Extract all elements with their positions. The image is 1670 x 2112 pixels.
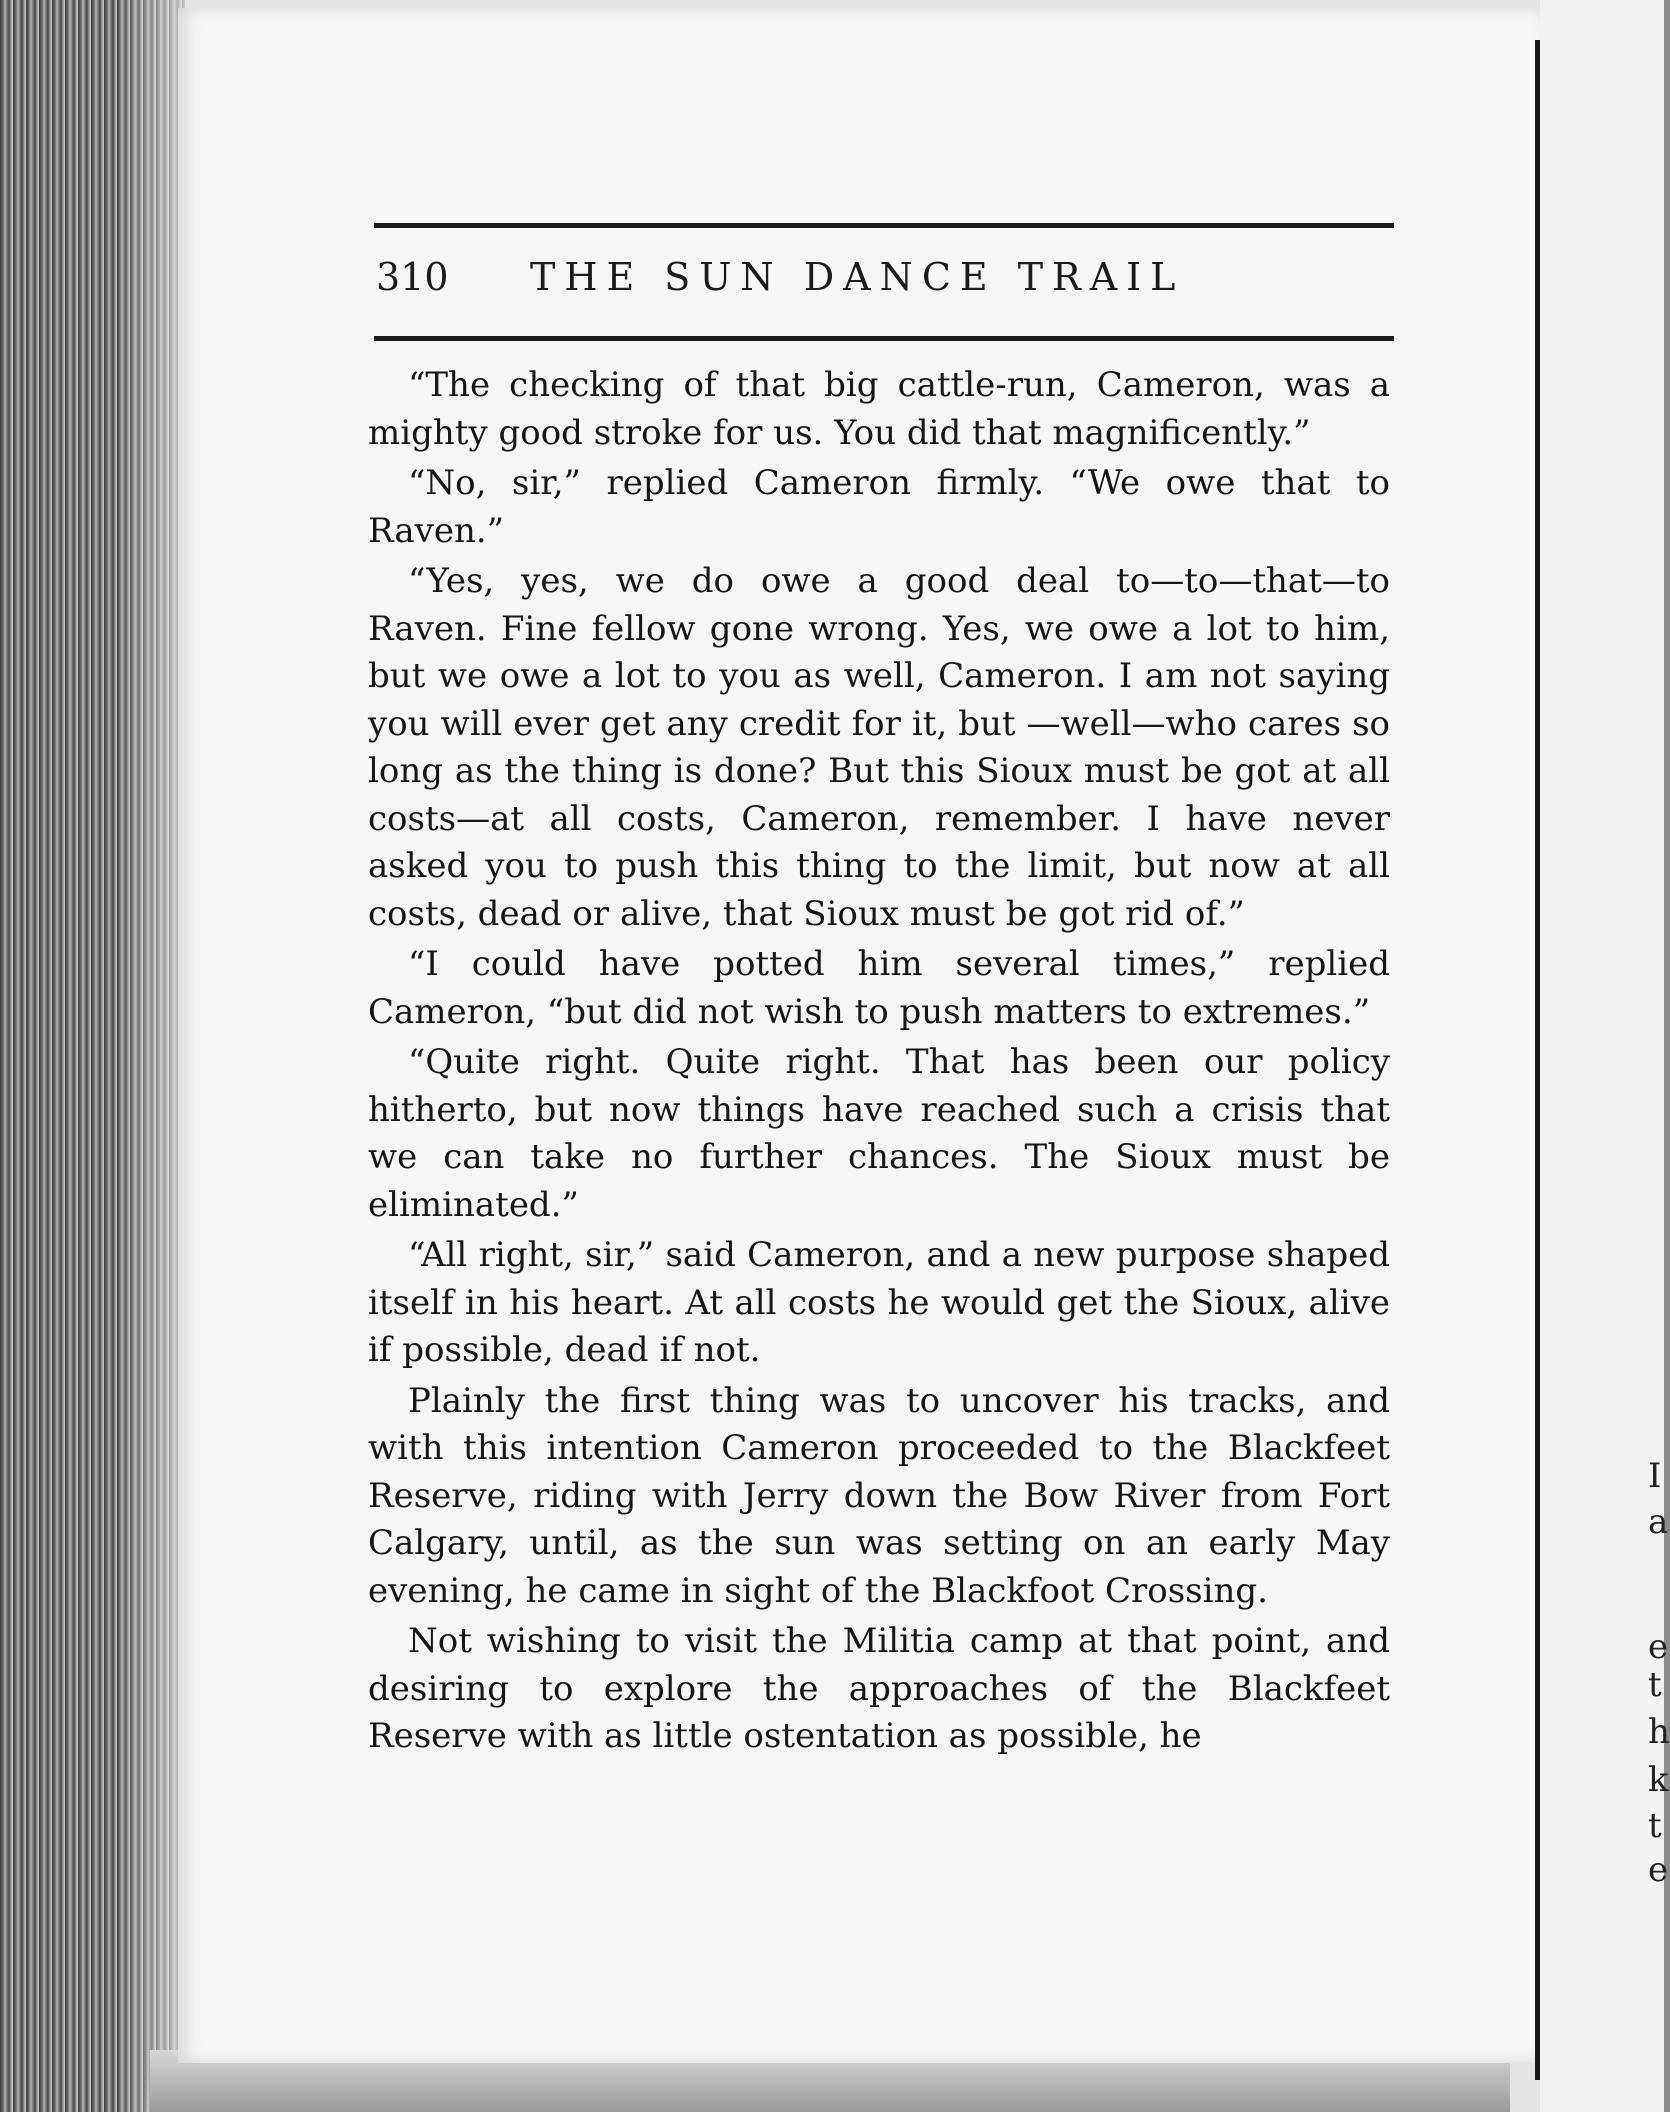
paragraph: “I could have potted him several times,” replied Cameron, “but did not wish to push matters to extremes.” [368, 944, 1390, 1032]
facing-page-letter: t [1648, 1665, 1662, 1705]
gutter-line [1535, 40, 1540, 2080]
page-header [374, 223, 1394, 341]
facing-page-letter: t [1648, 1806, 1662, 1846]
facing-page-letter: I [1648, 1456, 1662, 1496]
paragraph: “No, sir,” replied Cameron firmly. “We owe that to Raven.” [368, 463, 1390, 551]
facing-page-letter: a [1648, 1502, 1669, 1542]
facing-page-letter: k [1648, 1760, 1669, 1800]
paragraph: Not wishing to visit the Militia camp at that point, and desiring to explore the approaches of the Blackfeet Reserve with as little ostentation as possible, he [368, 1621, 1390, 1756]
paragraph: “All right, sir,” said Cameron, and a new purpose shaped itself in his heart. At all costs he would get the Sioux, alive if possible, dead if not. [368, 1235, 1390, 1370]
body-text [368, 362, 1390, 1761]
paragraph: Plainly the first thing was to uncover his tracks, and with this intention Cameron proceeded to the Blackfeet Reserve, riding with Jerry down the Bow River from Fort Calgary, until, as the sun was setting on an early May evening, he came in sight of the Blackfoot Crossing. [368, 1380, 1390, 1611]
page-number: 310 [376, 255, 449, 299]
facing-page-letter: e [1648, 1627, 1669, 1667]
facing-page-letter: h [1648, 1712, 1670, 1752]
facing-page [1540, 0, 1664, 2112]
facing-page-letter: e [1648, 1850, 1669, 1890]
page-edges [0, 0, 185, 2112]
paragraph: “The checking of that big cattle-run, Cameron, was a mighty good stroke for us. You did that magnificently.” [368, 365, 1390, 453]
paragraph: “Yes, yes, we do owe a good deal to—to—that—to Raven. Fine fellow gone wrong. Yes, we owe a lot to him, but we owe a lot to you as well, Cameron. I am not saying you will ever get any credit for it, but —well—who cares so long as the thing is done? But this Sioux must be got at all costs—at all costs, Cameron, remember. I have never asked you to push this thing to the limit, but now at all costs, dead or alive, that Sioux must be got rid of.” [368, 561, 1390, 934]
paragraph: “Quite right. Quite right. That has been our policy hitherto, but now things have reached such a crisis that we can take no further chances. The Sioux must be eliminated.” [368, 1042, 1390, 1225]
running-head: THE SUN DANCE TRAIL [530, 255, 1185, 299]
